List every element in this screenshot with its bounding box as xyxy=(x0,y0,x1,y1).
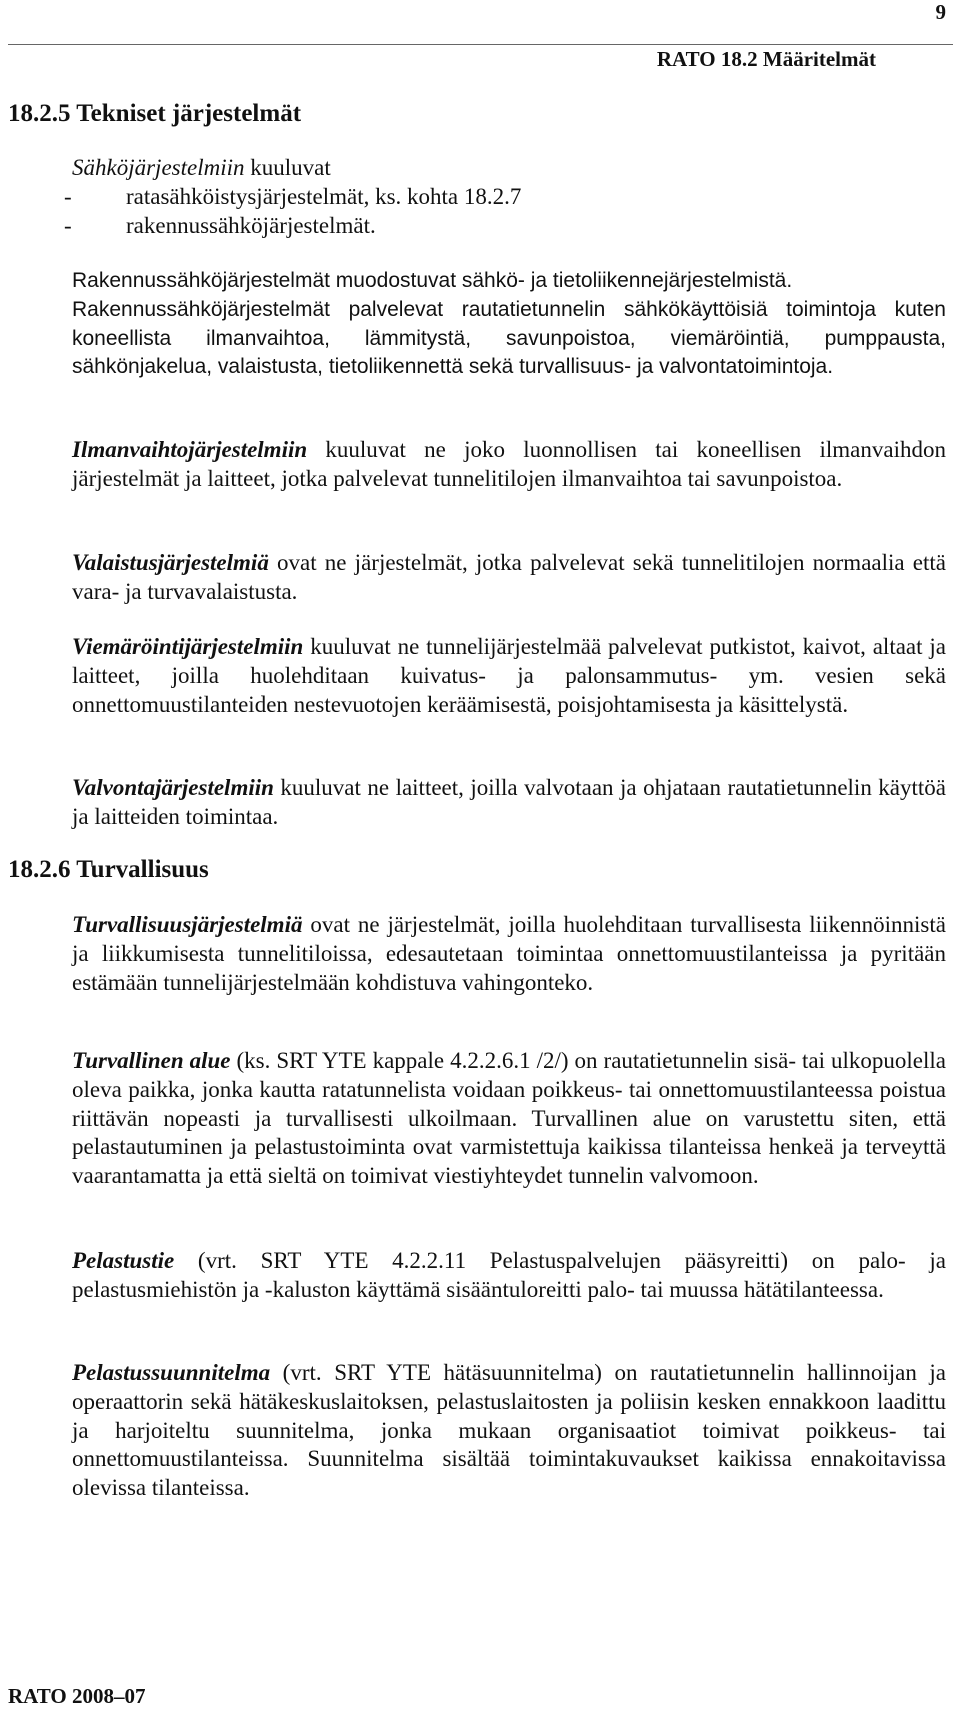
list-dash: - xyxy=(64,183,72,209)
monitoring-paragraph: Valvontajärjestelmiin kuuluvat ne laitteet, joilla valvotaan ja ohjataan rautatietunnelin käyttöä ja laitteiden toimintaa. xyxy=(72,775,946,829)
building-systems-summary: Rakennussähköjärjestelmät muodostuvat sähkö- ja tietoliikennejärjestelmistä. xyxy=(72,269,793,292)
rescue-plan-paragraph: Pelastussuunnitelma (vrt. SRT YTE hätäsuunnitelma) on rautatietunnelin hallinnoijan ja operaattorin sekä hätäkeskuslaitoksen, pelastuslaitosten ja poliisin kesken ennakkoon laadittu ja harjoiteltu suunnitelma, jonka mukaan organisaatiot toimivat poikkeus- tai onnettomuustilanteissa. Suunnitelma sisältää toimintakuvaukset kaikissa ennakoitavissa olevissa tilanteissa. xyxy=(72,1360,946,1501)
header-rule xyxy=(8,44,953,45)
term-drainage: Viemäröintijärjestelmiin xyxy=(72,634,304,659)
lighting-paragraph: Valaistusjärjestelmiä ovat ne järjestelmät, jotka palvelevat sekä tunnelitilojen normaalia että vara- ja turvavalaistusta. xyxy=(72,550,946,604)
term-safe-area: Turvallinen alue xyxy=(72,1048,231,1073)
footer-document-code: RATO 2008–07 xyxy=(8,1684,146,1708)
safe-area-paragraph: Turvallinen alue (ks. SRT YTE kappale 4.2.2.6.1 /2/) on rautatietunnelin sisä- tai ulkopuolella oleva paikka, jonka kautta ratatunnelista voidaan poikkeus- tai onnettomuustilanteessa poistua riittävän nopeasti ja turvallisesti ulkoilmaan. Turvallinen alue on varustettu siten, että pelastautuminen ja pelastustoiminta ovat varmistettuja kaikissa tilanteissa henkeä ja terveyttä vaarantamatta ja että sieltä on toimivat viestiyhteydet tunnelin valvomoon. xyxy=(72,1048,946,1189)
running-header: RATO 18.2 Määritelmät xyxy=(656,47,876,71)
page-number: 9 xyxy=(935,0,946,24)
term-electrical-systems: Sähköjärjestelmiin xyxy=(72,155,245,180)
term-lighting: Valaistusjärjestelmiä xyxy=(72,550,269,575)
term-ventilation: Ilmanvaihtojärjestelmiin xyxy=(72,437,308,462)
section-heading-safety: 18.2.6 Turvallisuus xyxy=(8,856,209,883)
safety-systems-paragraph: Turvallisuusjärjestelmiä ovat ne järjestelmät, joilla huolehditaan turvallisesta liikennöinnistä ja liikkumisesta tunnelitiloissa, edesautetaan toimintaa onnettomuustilanteissa ja pyritään estämään tunnelijärjestelmään kohdistuva vahingonteko. xyxy=(72,912,946,995)
term-rescue-route: Pelastustie xyxy=(72,1248,175,1273)
electrical-systems-block xyxy=(64,154,946,240)
section-heading-technical-systems: 18.2.5 Tekniset järjestelmät xyxy=(8,100,302,127)
term-rescue-plan: Pelastussuunnitelma xyxy=(72,1360,271,1385)
building-systems-description: Rakennussähköjärjestelmät palvelevat rautatietunnelin sähkökäyttöisiä toimintoja kuten koneellista ilmanvaihtoa, lämmitystä, savunpoistoa, viemäröintiä, pumppausta, sähkönjakelua, valaistusta, tietoliikennettä sekä turvallisuus- ja valvontatoimintoja. xyxy=(72,297,946,379)
drainage-paragraph: Viemäröintijärjestelmiin kuuluvat ne tunnelijärjestelmää palvelevat putkistot, kaivot, altaat ja laitteet, joilla huolehditaan kuivatus- ja palonsammutus- ym. vesien sekä onnettomuustilanteiden nestevuotojen keräämisestä, poisjohtamisesta ja käsittelystä. xyxy=(72,634,946,717)
electrical-systems-intro: Sähköjärjestelmiin kuuluvat xyxy=(72,155,331,180)
list-item: - ratasähköistysjärjestelmät, ks. kohta 18.2.7 xyxy=(72,183,946,212)
list-dash: - xyxy=(64,212,72,238)
ventilation-paragraph: Ilmanvaihtojärjestelmiin kuuluvat ne joko luonnollisen tai koneellisen ilmanvaihdon järjestelmät ja laitteet, jotka palvelevat tunnelitilojen ilmanvaihtoa tai savunpoistoa. xyxy=(72,437,946,491)
term-monitoring: Valvontajärjestelmiin xyxy=(72,775,274,800)
term-safety-systems: Turvallisuusjärjestelmiä xyxy=(72,912,303,937)
building-electrical-paragraph xyxy=(72,267,946,382)
list-item: - rakennussähköjärjestelmät. xyxy=(72,212,946,241)
rescue-route-paragraph: Pelastustie (vrt. SRT YTE 4.2.2.11 Pelastuspalvelujen pääsyreitti) on palo- ja pelastusmiehistön ja -kaluston käyttämä sisääntuloreitti palo- tai muussa hätätilanteessa. xyxy=(72,1248,946,1302)
